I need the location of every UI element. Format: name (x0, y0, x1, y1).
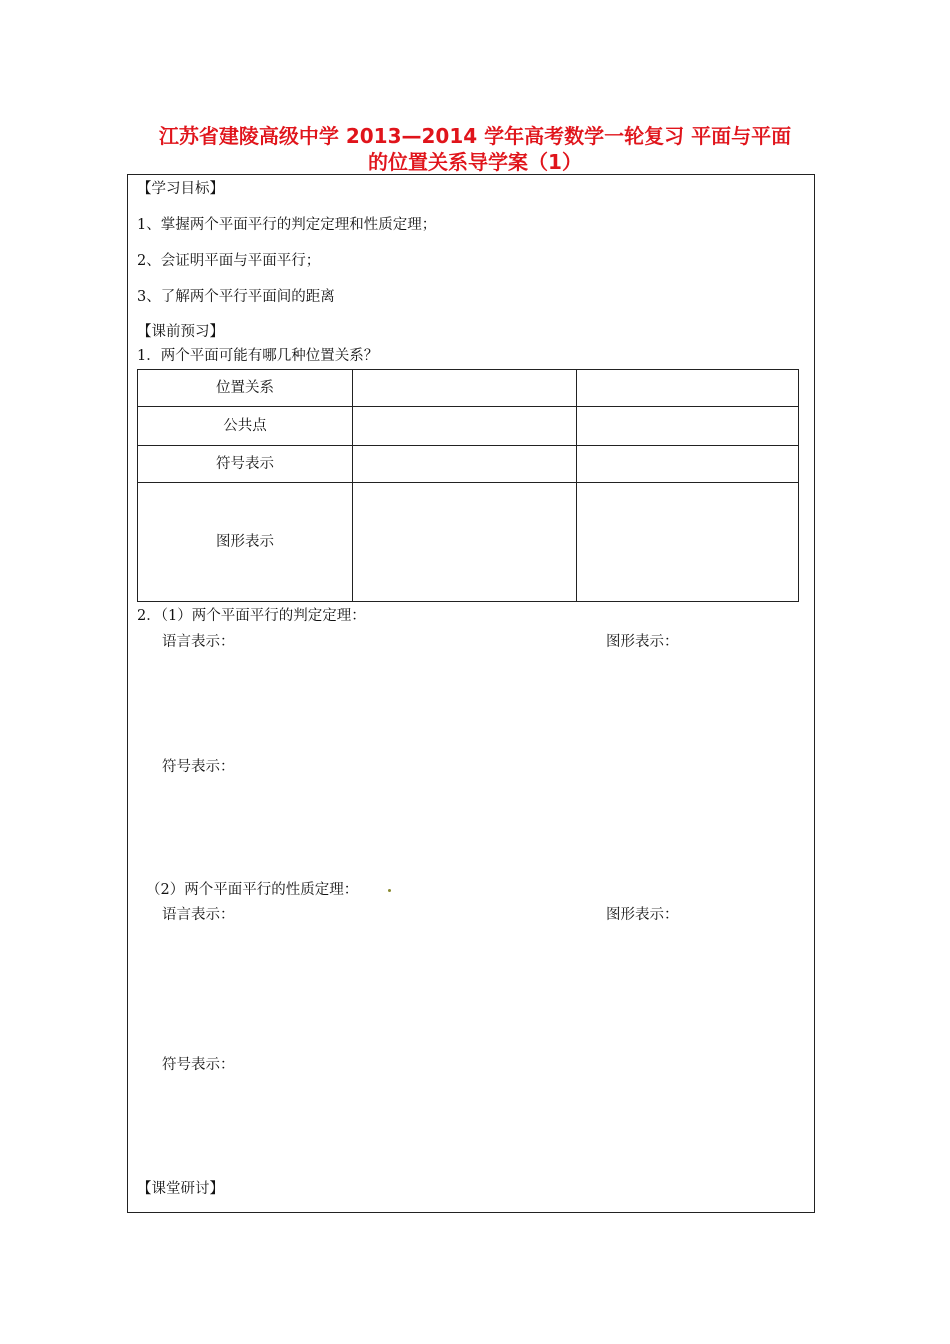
q3-language-label: 语言表示： (162, 907, 235, 923)
class-discussion-header: 【课堂研讨】 (137, 1181, 224, 1197)
goal-item-1: 1、掌握两个平面平行的判定定理和性质定理； (137, 217, 437, 233)
table-column-divider (352, 370, 353, 601)
q2-figure-label: 图形表示： (606, 634, 679, 650)
document-title-line-2: 的位置关系导学案（1） (368, 150, 582, 174)
goal-item-3: 3、了解两个平行平面间的距离 (137, 289, 335, 305)
q2-symbol-label: 符号表示： (162, 759, 235, 775)
q3-figure-label: 图形表示： (606, 907, 679, 923)
goal-item-2: 2、会证明平面与平面平行； (137, 253, 321, 269)
stray-dot-mark (388, 889, 391, 892)
table-row-label: 图形表示 (216, 534, 274, 550)
table-column-divider (576, 370, 577, 601)
preview-question-1: 1．两个平面可能有哪几种位置关系？ (137, 348, 379, 364)
table-row-label: 公共点 (223, 418, 267, 434)
position-relation-table (137, 369, 799, 602)
learning-goals-header: 【学习目标】 (137, 181, 224, 197)
preview-header: 【课前预习】 (137, 324, 224, 340)
q2-language-label: 语言表示： (162, 634, 235, 650)
table-row-divider (138, 445, 798, 446)
preview-question-2: 2．（1）两个平面平行的判定定理： (137, 608, 366, 624)
table-row-label: 符号表示 (216, 456, 274, 472)
preview-question-3: （2）两个平面平行的性质定理： (146, 882, 359, 898)
q3-symbol-label: 符号表示： (162, 1057, 235, 1073)
table-row-label: 位置关系 (216, 380, 274, 396)
table-row-divider (138, 406, 798, 407)
table-row-divider (138, 482, 798, 483)
document-title-line-1: 江苏省建陵高级中学 2013—2014 学年高考数学一轮复习 平面与平面 (158, 124, 792, 148)
